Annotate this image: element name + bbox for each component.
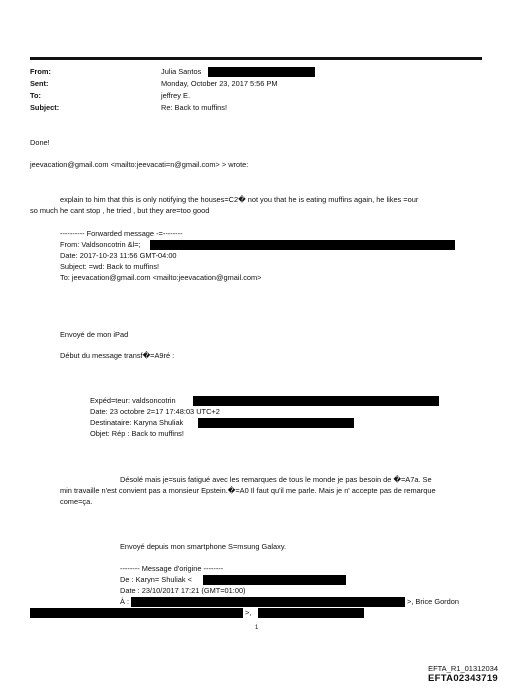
ipad-signature: Envoyé de mon iPad [60, 330, 129, 339]
to-value: jeffrey E. [161, 91, 191, 100]
page-number: 1 [255, 625, 259, 631]
forwarded-subject: Subject: =wd: Back to muffins! [60, 262, 160, 271]
done-text: Done! [30, 138, 50, 147]
tail-gt: >, [245, 608, 252, 617]
forwarded-to: To: jeevacation@gmail.com <mailto:jeevacation@gmail.com> [60, 273, 262, 282]
desole-line-2: min travaille n'est convient pas a monsieur Epstein.�=A0 Il faut qu'il me parle. Mais je n' accepte pas de remarque [60, 486, 436, 495]
redaction [193, 396, 439, 406]
explain-line-2: so much he cant stop , he tried , but they are=too good [30, 206, 210, 215]
desole-line-1: Désolé mais je=suis fatigué avec les remarques de tous le monde je pas besoin de �=A7a. Se [120, 475, 432, 484]
redaction [258, 608, 364, 618]
subject-label: Subject: [30, 103, 60, 112]
redaction [150, 240, 455, 250]
redaction [208, 67, 315, 77]
redaction [30, 608, 243, 618]
exp-from: Expéd=teur: valdsoncotrin [90, 396, 176, 405]
original-date: Date : 23/10/2017 17:21 (GMT=01:00) [120, 586, 246, 595]
sent-value: Monday, October 23, 2017 5:56 PM [161, 79, 278, 88]
bates-ref-small: EFTA_R1_01312034 [428, 664, 498, 673]
redaction [198, 418, 354, 428]
header-rule [30, 57, 482, 60]
redaction [203, 575, 346, 585]
brice-gordon: >, Brice Gordon [407, 597, 459, 606]
exp-objet: Objet: Rép : Back to muffins! [90, 429, 184, 438]
subject-value: Re: Back to muffins! [161, 103, 227, 112]
original-to: À : [120, 597, 130, 606]
debut-message: Début du message transf�=A9ré : [60, 351, 175, 360]
explain-line-1: explain to him that this is only notifying the houses=C2� not you that he is eating muffins again, he likes =our [60, 195, 419, 204]
redaction [131, 597, 405, 607]
wrote-line: jeevacation@gmail.com <mailto:jeevacati=n@gmail.com> > wrote: [30, 160, 249, 169]
samsung-signature: Envoyé depuis mon smartphone S=msung Galaxy. [120, 542, 287, 551]
bates-ref-large: EFTA02343719 [428, 673, 498, 684]
forwarded-date: Date: 2017-10-23 11:56 GMT-04:00 [60, 251, 177, 260]
from-value: Julia Santos [161, 67, 202, 76]
to-label: To: [30, 91, 41, 100]
exp-date: Date: 23 octobre 2=17 17:48:03 UTC+2 [90, 407, 220, 416]
desole-line-3: come=ça. [60, 497, 93, 506]
original-from: De : Karyn= Shuliak < [120, 575, 192, 584]
forwarded-from: From: Valdsoncotrin &l=; [60, 240, 141, 249]
forwarded-marker: ---------- Forwarded message -=-------- [60, 229, 183, 238]
from-label: From: [30, 67, 51, 76]
original-marker: -------- Message d'origine -------- [120, 564, 224, 573]
sent-label: Sent: [30, 79, 49, 88]
exp-destinataire: Destinataire: Karyna Shuliak [90, 418, 184, 427]
